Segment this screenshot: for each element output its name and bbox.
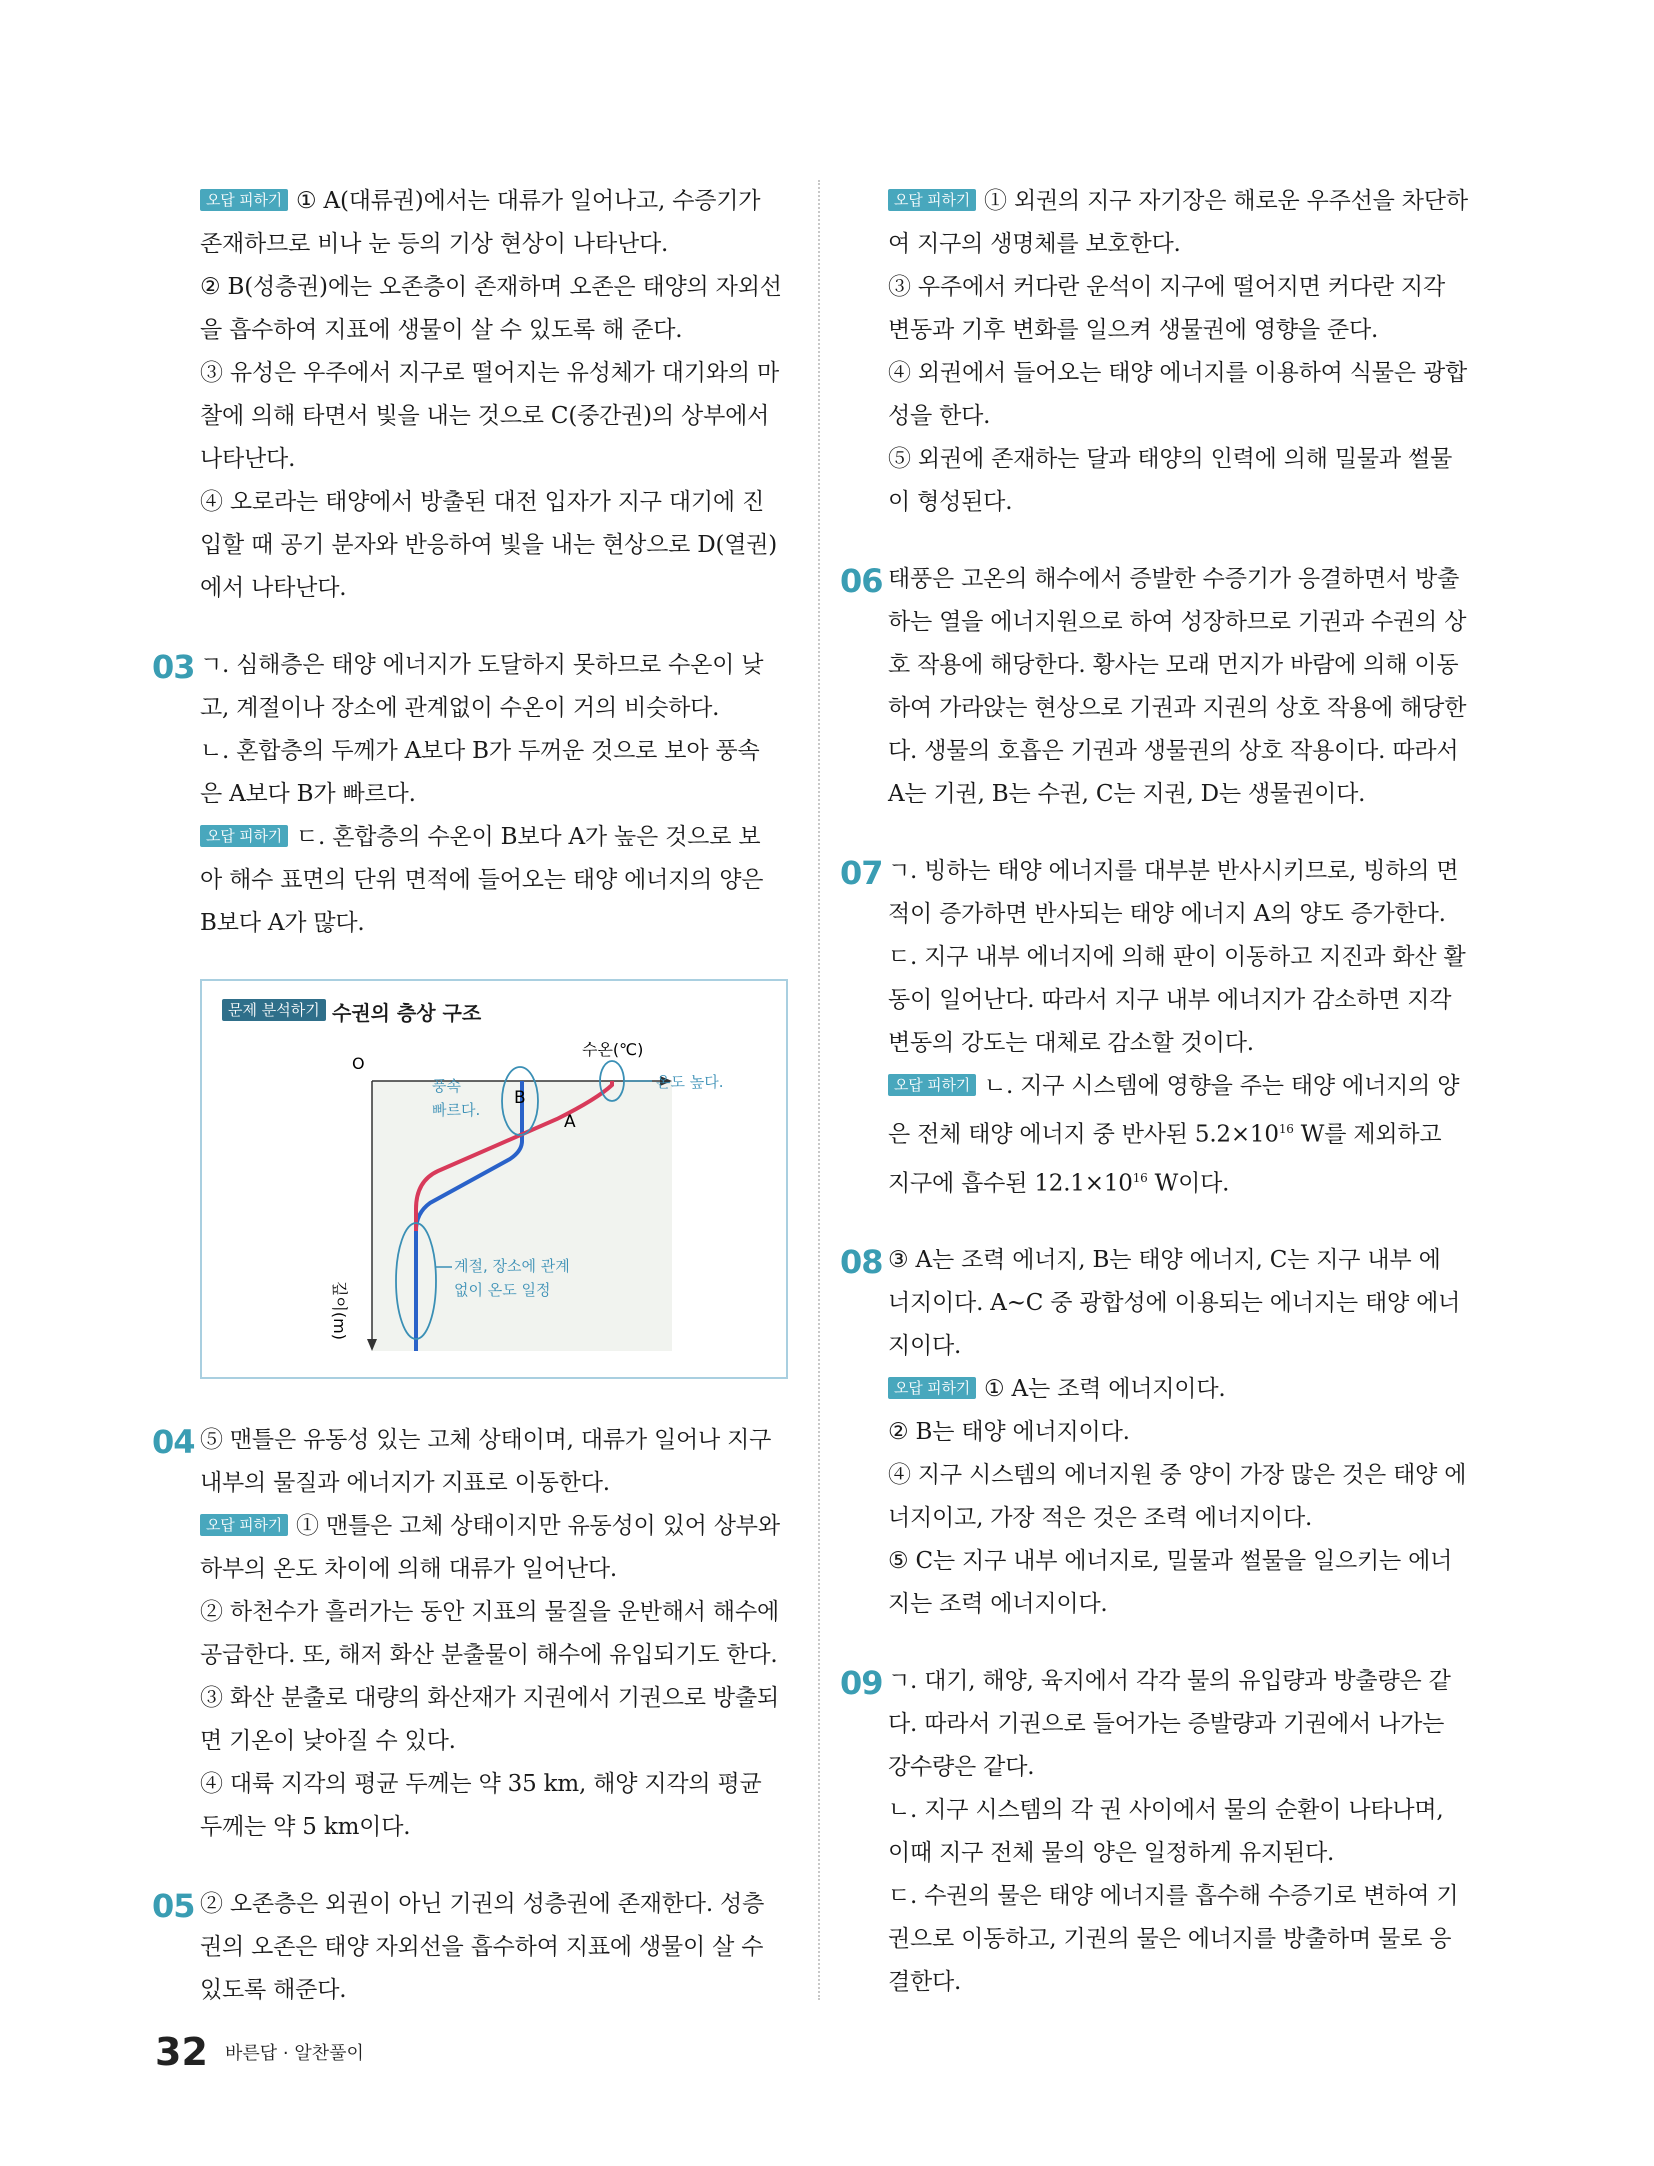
text-line: 너지이고, 가장 적은 것은 조력 에너지이다. xyxy=(888,1505,1313,1532)
text-line-with-exponent xyxy=(888,1108,1478,1157)
text-line: 호 작용에 해당한다. 황사는 모래 먼지가 바람에 의해 이동 xyxy=(888,652,1459,678)
text-line: 변동과 기후 변화를 일으켜 생물권에 영향을 준다. xyxy=(888,317,1379,343)
book-label: 바른답 · 알찬풀이 xyxy=(224,2043,364,2064)
text-line: 두께는 약 5 km이다. xyxy=(200,1814,411,1840)
text-line: 있도록 해준다. xyxy=(200,1977,347,2003)
note-deep-1: 계절, 장소에 관계 xyxy=(454,1257,570,1275)
note-temp-high: 온도 높다. xyxy=(656,1073,724,1091)
text-line: ① 외권의 지구 자기장은 해로운 우주선을 차단하 xyxy=(984,188,1468,214)
text-line: ① 맨틀은 고체 상태이지만 유동성이 있어 상부와 xyxy=(296,1513,780,1539)
text-line: ㄷ. 수권의 물은 태양 에너지를 흡수해 수증기로 변하여 기 xyxy=(888,1883,1459,1910)
wrong-answer-tag: 오답 피하기 xyxy=(888,1377,976,1399)
text-line: 권의 오존은 태양 자외선을 흡수하여 지표에 생물이 살 수 xyxy=(200,1934,764,1960)
wrong-answer-tag: 오답 피하기 xyxy=(888,189,976,211)
answer-08 xyxy=(840,1239,1478,1626)
text-line: ㄱ. 대기, 해양, 육지에서 각각 물의 유입량과 방출량은 같 xyxy=(888,1668,1451,1695)
label-a: A xyxy=(564,1112,576,1132)
exponent: 16 xyxy=(1132,1170,1148,1185)
text-span: 지구에 흡수된 12.1×10 xyxy=(888,1170,1133,1197)
text-line: ② 오존층은 외권이 아닌 기권의 성층권에 존재한다. 성층 xyxy=(200,1891,765,1917)
question-number: 04 xyxy=(152,1423,195,1461)
text-line: ③ 우주에서 커다란 운석이 지구에 떨어지면 커다란 지각 xyxy=(888,274,1445,300)
text-line: ⑤ 맨틀은 유동성 있는 고체 상태이며, 대류가 일어나 지구 xyxy=(200,1427,772,1453)
text-line: ④ 지구 시스템의 에너지원 중 양이 가장 많은 것은 태양 에 xyxy=(888,1462,1467,1489)
text-line: 찰에 의해 타면서 빛을 내는 것으로 C(중간권)의 상부에서 xyxy=(200,403,770,429)
text-line: 동이 일어난다. 따라서 지구 내부 에너지가 감소하면 지각 xyxy=(888,987,1452,1013)
text-line: 존재하므로 비나 눈 등의 기상 현상이 나타난다. xyxy=(200,231,669,257)
text-line: ① A는 조력 에너지이다. xyxy=(984,1376,1226,1403)
text-span: W를 제외하고 xyxy=(1293,1121,1442,1148)
page-footer xyxy=(155,2030,364,2074)
text-line: 너지이다. A~C 중 광합성에 이용되는 에너지는 태양 에너 xyxy=(888,1290,1461,1317)
text-line: ㄷ. 지구 내부 에너지에 의해 판이 이동하고 지진과 화산 활 xyxy=(888,944,1466,970)
text-line: ② B(성층권)에는 오존층이 존재하며 오존은 태양의 자외선 xyxy=(200,274,782,300)
exponent: 16 xyxy=(1278,1122,1294,1136)
question-number: 09 xyxy=(840,1664,883,1703)
x-axis-label: 수온(℃) xyxy=(582,1040,644,1059)
text-line: 성을 한다. xyxy=(888,403,991,429)
wrong-answer-tag: 오답 피하기 xyxy=(888,1074,976,1096)
answer-02-continued xyxy=(200,180,790,610)
question-number: 03 xyxy=(152,648,195,686)
text-line: 을 흡수하여 지표에 생물이 살 수 있도록 해 준다. xyxy=(200,317,683,343)
text-line: 아 해수 표면의 단위 면적에 들어오는 태양 에너지의 양은 xyxy=(200,867,764,893)
text-line: 지는 조력 에너지이다. xyxy=(888,1591,1108,1618)
note-deep-2: 없이 온도 일정 xyxy=(454,1281,551,1299)
answer-05 xyxy=(152,1883,790,2012)
question-number: 06 xyxy=(840,562,883,600)
text-span: 은 전체 태양 에너지 중 반사된 5.2×10 xyxy=(888,1121,1279,1148)
text-line: 공급한다. 또, 해저 화산 분출물이 해수에 유입되기도 한다. xyxy=(200,1642,778,1668)
note-wind-1: 풍속 xyxy=(432,1077,461,1095)
text-line: ㄴ. 혼합층의 두께가 A보다 B가 두꺼운 것으로 보아 풍속 xyxy=(200,738,760,764)
label-b: B xyxy=(514,1088,526,1108)
page-number: 32 xyxy=(155,2030,208,2074)
text-line: ② 하천수가 흘러가는 동안 지표의 물질을 운반해서 해수에 xyxy=(200,1599,779,1625)
text-line: 적이 증가하면 반사되는 태양 에너지 A의 양도 증가한다. xyxy=(888,901,1446,927)
text-line: 태풍은 고온의 해수에서 증발한 수증기가 응결하면서 방출 xyxy=(888,566,1460,592)
wrong-answer-tag: 오답 피하기 xyxy=(200,189,288,211)
text-line: ① A(대류권)에서는 대류가 일어나고, 수증기가 xyxy=(296,188,761,214)
figure-hydrosphere-structure xyxy=(200,979,788,1379)
text-line: ④ 오로라는 태양에서 방출된 대전 입자가 지구 대기에 진 xyxy=(200,489,765,515)
text-line: ㄴ. 지구 시스템의 각 권 사이에서 물의 순환이 나타나며, xyxy=(888,1797,1444,1824)
text-line: 내부의 물질과 에너지가 지표로 이동한다. xyxy=(200,1470,610,1496)
text-line: ㄱ. 심해층은 태양 에너지가 도달하지 못하므로 수온이 낮 xyxy=(200,652,764,678)
column-divider xyxy=(818,180,820,2000)
text-line: ⑤ 외권에 존재하는 달과 태양의 인력에 의해 밀물과 썰물 xyxy=(888,446,1453,472)
text-line: 하는 열을 에너지원으로 하여 성장하므로 기권과 수권의 상 xyxy=(888,609,1467,635)
text-line: 입할 때 공기 분자와 반응하여 빛을 내는 현상으로 D(열권) xyxy=(200,532,778,558)
right-column xyxy=(840,180,1478,2038)
text-line: ④ 대륙 지각의 평균 두께는 약 35 km, 해양 지각의 평균 xyxy=(200,1771,762,1797)
question-number: 08 xyxy=(840,1243,883,1282)
text-line: 면 기온이 낮아질 수 있다. xyxy=(200,1728,456,1754)
text-line: 지이다. xyxy=(888,1333,962,1360)
text-line: ③ A는 조력 에너지, B는 태양 에너지, C는 지구 내부 에 xyxy=(888,1247,1441,1274)
text-line: 다. 따라서 기권으로 들어가는 증발량과 기권에서 나가는 xyxy=(888,1711,1445,1738)
text-line: 권으로 이동하고, 기권의 물은 에너지를 방출하며 물로 응 xyxy=(888,1926,1452,1953)
text-line-with-exponent xyxy=(888,1157,1478,1206)
text-span: W이다. xyxy=(1147,1170,1230,1197)
answer-09 xyxy=(840,1660,1478,2004)
text-line: ④ 외권에서 들어오는 태양 에너지를 이용하여 식물은 광합 xyxy=(888,360,1467,386)
wrong-answer-tag: 오답 피하기 xyxy=(200,1514,288,1536)
text-line: 이 형성된다. xyxy=(888,489,1013,515)
question-number: 05 xyxy=(152,1887,195,1925)
note-wind-2: 빠르다. xyxy=(432,1101,481,1119)
text-line: A는 기권, B는 수권, C는 지권, D는 생물권이다. xyxy=(888,781,1366,807)
text-line: ⑤ C는 지구 내부 에너지로, 밀물과 썰물을 일으키는 에너 xyxy=(888,1548,1453,1575)
answer-04 xyxy=(152,1419,790,1849)
answer-03 xyxy=(152,644,790,945)
text-line: ③ 유성은 우주에서 지구로 떨어지는 유성체가 대기와의 마 xyxy=(200,360,779,386)
wrong-answer-tag: 오답 피하기 xyxy=(200,825,288,847)
left-column xyxy=(152,180,790,2046)
text-line: 변동의 강도는 대체로 감소할 것이다. xyxy=(888,1030,1254,1056)
text-line: 나타난다. xyxy=(200,446,296,472)
answer-06 xyxy=(840,558,1478,816)
text-line: 이때 지구 전체 물의 양은 일정하게 유지된다. xyxy=(888,1840,1335,1867)
text-line: 여 지구의 생명체를 보호한다. xyxy=(888,231,1181,257)
figure-tag: 문제 분석하기 xyxy=(222,999,326,1021)
text-line: 은 A보다 B가 빠르다. xyxy=(200,781,416,807)
text-line: ㄱ. 빙하는 태양 에너지를 대부분 반사시키므로, 빙하의 면 xyxy=(888,858,1459,884)
text-line: 강수량은 같다. xyxy=(888,1754,1035,1781)
answer-07 xyxy=(840,850,1478,1205)
origin-label: O xyxy=(352,1054,365,1073)
text-line: 다. 생물의 호흡은 기권과 생물권의 상호 작용이다. 따라서 xyxy=(888,738,1459,764)
temperature-depth-diagram xyxy=(202,981,786,1377)
question-number: 07 xyxy=(840,854,883,892)
text-line: 에서 나타난다. xyxy=(200,575,347,601)
text-line: 하부의 온도 차이에 의해 대류가 일어난다. xyxy=(200,1556,617,1582)
text-line: 하여 가라앉는 현상으로 기권과 지권의 상호 작용에 해당한 xyxy=(888,695,1467,721)
text-line: ㄴ. 지구 시스템에 영향을 주는 태양 에너지의 양 xyxy=(984,1073,1460,1099)
figure-title: 수권의 층상 구조 xyxy=(332,1001,482,1025)
text-line: B보다 A가 많다. xyxy=(200,910,365,936)
text-line: ㄷ. 혼합층의 수온이 B보다 A가 높은 것으로 보 xyxy=(296,824,761,850)
text-line: ③ 화산 분출로 대량의 화산재가 지권에서 기권으로 방출되 xyxy=(200,1685,779,1711)
text-line: 고, 계절이나 장소에 관계없이 수온이 거의 비슷하다. xyxy=(200,695,720,721)
y-axis-label: 깊이(m) xyxy=(330,1281,349,1340)
text-line: ② B는 태양 에너지이다. xyxy=(888,1419,1130,1446)
answer-05-continued xyxy=(888,180,1478,524)
text-line: 결한다. xyxy=(888,1969,962,1996)
